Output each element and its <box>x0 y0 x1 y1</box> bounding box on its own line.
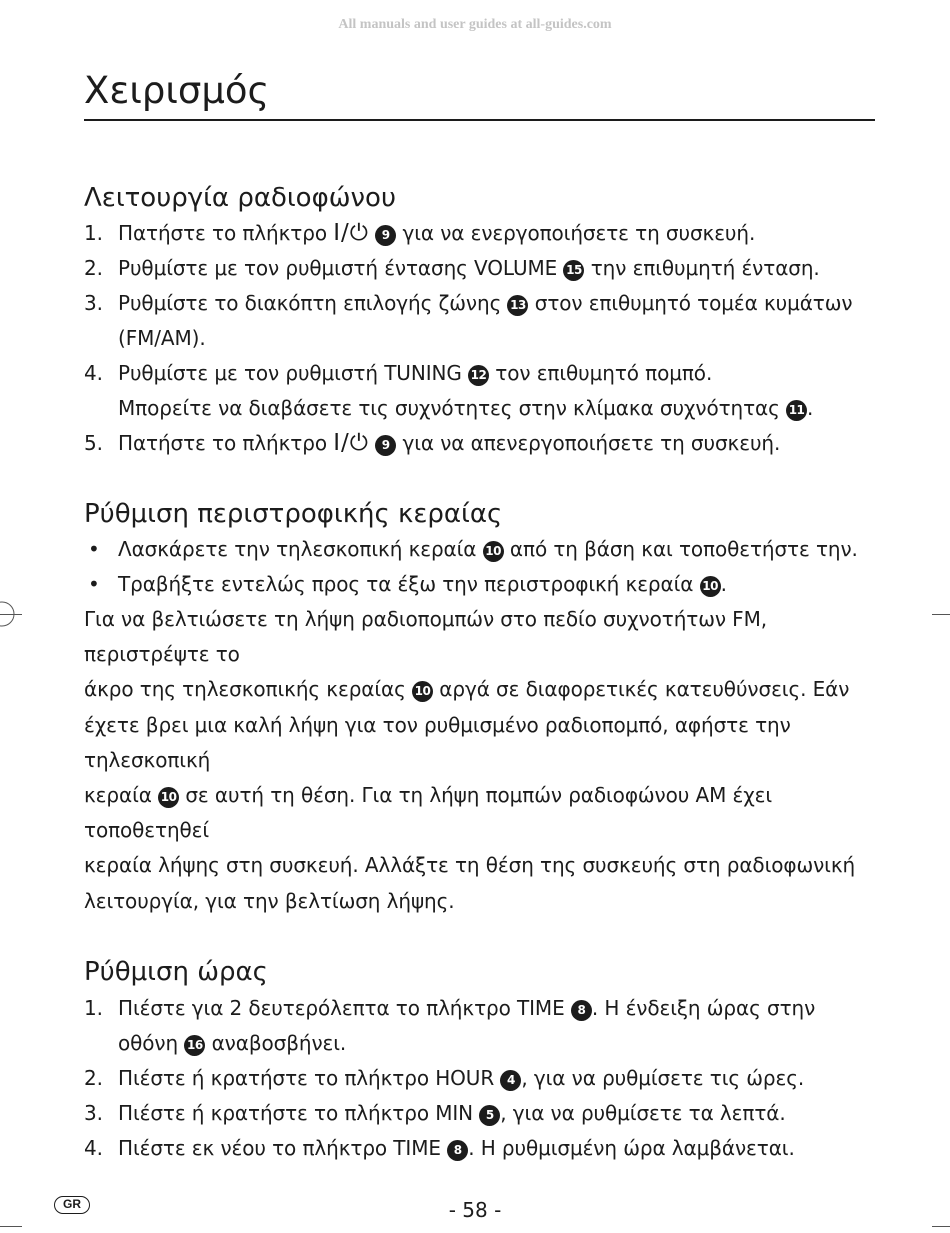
antenna-bullet-1 <box>84 532 879 567</box>
reference-number-badge: 9 <box>375 435 396 456</box>
step-number: 5. <box>84 431 103 455</box>
step-text: Μπορείτε να διαβάσετε τις συχνότητες στην κλίμακα συχνότητας <box>118 396 787 420</box>
page-content <box>84 180 879 1166</box>
section-radio-operation <box>84 180 879 461</box>
step-text: , για να ρυθμίσετε τις ώρες. <box>521 1065 805 1090</box>
registration-mark-icon <box>0 600 16 628</box>
time-step-1 <box>84 991 879 1061</box>
reference-number-badge: 13 <box>507 295 528 316</box>
reference-number-badge: 12 <box>468 365 489 386</box>
radio-step-4 <box>84 356 879 426</box>
crop-mark-bottom-left <box>0 1226 22 1227</box>
paragraph-line: Για να βελτιώσετε τη λήψη ραδιοπομπών στο πεδίο συχνοτήτων FM, περιστρέψτε το <box>84 607 767 667</box>
reference-number-badge: 10 <box>412 681 433 702</box>
bullet-icon: • <box>88 572 100 596</box>
step-number: 2. <box>84 256 103 280</box>
reference-number-badge: 10 <box>158 787 179 808</box>
antenna-paragraph <box>84 602 879 919</box>
bullet-text: Λασκάρετε την τηλεσκοπική κεραία <box>118 537 483 561</box>
time-step-2 <box>84 1061 879 1096</box>
reference-number-badge: 10 <box>700 576 721 597</box>
step-text: οθόνη <box>118 1030 185 1055</box>
time-step-4 <box>84 1131 879 1166</box>
section-heading-radio: Λειτουργία ραδιοφώνου <box>84 183 396 213</box>
reference-number-badge: 11 <box>786 400 807 421</box>
step-number: 1. <box>84 995 103 1020</box>
step-number: 1. <box>84 221 103 245</box>
step-text: αναβοσβήνει. <box>205 1030 347 1055</box>
step-text: Ρυθμίστε το διακόπτη επιλογής ζώνης <box>118 291 508 315</box>
title-divider <box>84 119 875 121</box>
bullet-text: . <box>720 572 727 596</box>
step-number: 2. <box>84 1065 103 1090</box>
language-badge: GR <box>54 1196 90 1214</box>
section-heading-antenna: Ρύθμιση περιστροφικής κεραίας <box>84 499 503 529</box>
power-symbol-icon: I/⏻ <box>333 430 369 456</box>
reference-number-badge: 16 <box>184 1035 205 1056</box>
crop-mark-bottom-right <box>932 1226 950 1227</box>
antenna-bullet-2 <box>84 567 879 602</box>
antenna-bullets-list <box>84 532 879 602</box>
power-symbol-icon: I/⏻ <box>333 220 369 246</box>
page-number: - 58 - <box>448 1198 502 1222</box>
step-number: 3. <box>84 1100 103 1125</box>
reference-number-badge: 8 <box>571 1000 592 1021</box>
paragraph-line: κεραία λήψης στη συσκευή. Αλλάξτε τη θέση της συσκευής στη ραδιοφωνική <box>84 853 856 878</box>
step-text: Πιέστε ή κρατήστε το πλήκτρο MIN <box>118 1100 480 1125</box>
step-text: για να απενεργοποιήσετε τη συσκευή. <box>396 431 781 455</box>
crop-mark-right <box>932 614 950 615</box>
reference-number-badge: 9 <box>375 225 396 246</box>
paragraph-line: άκρο της τηλεσκοπικής κεραίας <box>84 677 413 702</box>
reference-number-badge: 5 <box>479 1105 500 1126</box>
step-text: Πιέστε για 2 δευτερόλεπτα το πλήκτρο TIME <box>118 995 571 1020</box>
paragraph-line: έχετε βρει μια καλή λήψη για τον ρυθμισμένο ραδιοπομπό, αφήστε την τηλεσκοπική <box>84 712 791 772</box>
step-number: 4. <box>84 361 103 385</box>
paragraph-line: λειτουργία, για την βελτίωση λήψης. <box>84 888 455 913</box>
radio-step-5 <box>84 426 879 461</box>
step-text: . Η ένδειξη ώρας στην <box>591 995 816 1020</box>
section-heading-time: Ρύθμιση ώρας <box>84 956 268 987</box>
radio-steps-list <box>84 216 879 461</box>
watermark: All manuals and user guides at all-guides.com <box>338 17 612 32</box>
reference-number-badge: 10 <box>483 541 504 562</box>
step-text: . <box>807 396 814 420</box>
step-text: Πατήστε το πλήκτρο <box>118 431 334 455</box>
bullet-icon: • <box>88 537 100 561</box>
step-text: για να ενεργοποιήσετε τη συσκευή. <box>396 221 756 245</box>
step-text: Πατήστε το πλήκτρο <box>118 221 334 245</box>
reference-number-badge: 15 <box>563 260 584 281</box>
step-number: 4. <box>84 1135 103 1160</box>
step-text: Πιέστε εκ νέου το πλήκτρο TIME <box>118 1135 448 1160</box>
step-text: , για να ρυθμίσετε τα λεπτά. <box>500 1100 786 1125</box>
step-text: . Η ρυθμισμένη ώρα λαμβάνεται. <box>468 1135 795 1160</box>
time-step-3 <box>84 1096 879 1131</box>
paragraph-line: σε αυτή τη θέση. Για τη λήψη πομπών ραδιοφώνου AM έχει τοποθετηθεί <box>84 783 773 843</box>
reference-number-badge: 8 <box>447 1140 468 1161</box>
reference-number-badge: 4 <box>500 1070 521 1091</box>
step-number: 3. <box>84 291 103 315</box>
page-title: Χειρισμός <box>84 69 270 112</box>
step-text: (FM/AM). <box>118 326 206 350</box>
paragraph-line: κεραία <box>84 783 159 808</box>
step-text: τον επιθυμητό πομπό. <box>489 361 713 385</box>
time-steps-list <box>84 991 879 1166</box>
section-antenna-adjustment <box>84 496 879 919</box>
paragraph-line: αργά σε διαφορετικές κατευθύνσεις. Εάν <box>433 677 850 702</box>
step-text: Ρυθμίστε με τον ρυθμιστή TUNING <box>118 361 469 385</box>
step-text: Ρυθμίστε με τον ρυθμιστή έντασης VOLUME <box>118 256 564 280</box>
step-text: στον επιθυμητό τομέα κυμάτων <box>528 291 853 315</box>
radio-step-2 <box>84 251 879 286</box>
section-time-setting <box>84 953 879 1166</box>
step-text: Πιέστε ή κρατήστε το πλήκτρο HOUR <box>118 1065 501 1090</box>
bullet-text: από τη βάση και τοποθετήστε την. <box>503 537 858 561</box>
radio-step-3 <box>84 286 879 356</box>
step-text: την επιθυμητή ένταση. <box>584 256 820 280</box>
radio-step-1 <box>84 216 879 251</box>
bullet-text: Τραβήξτε εντελώς προς τα έξω την περιστροφική κεραία <box>118 572 700 596</box>
